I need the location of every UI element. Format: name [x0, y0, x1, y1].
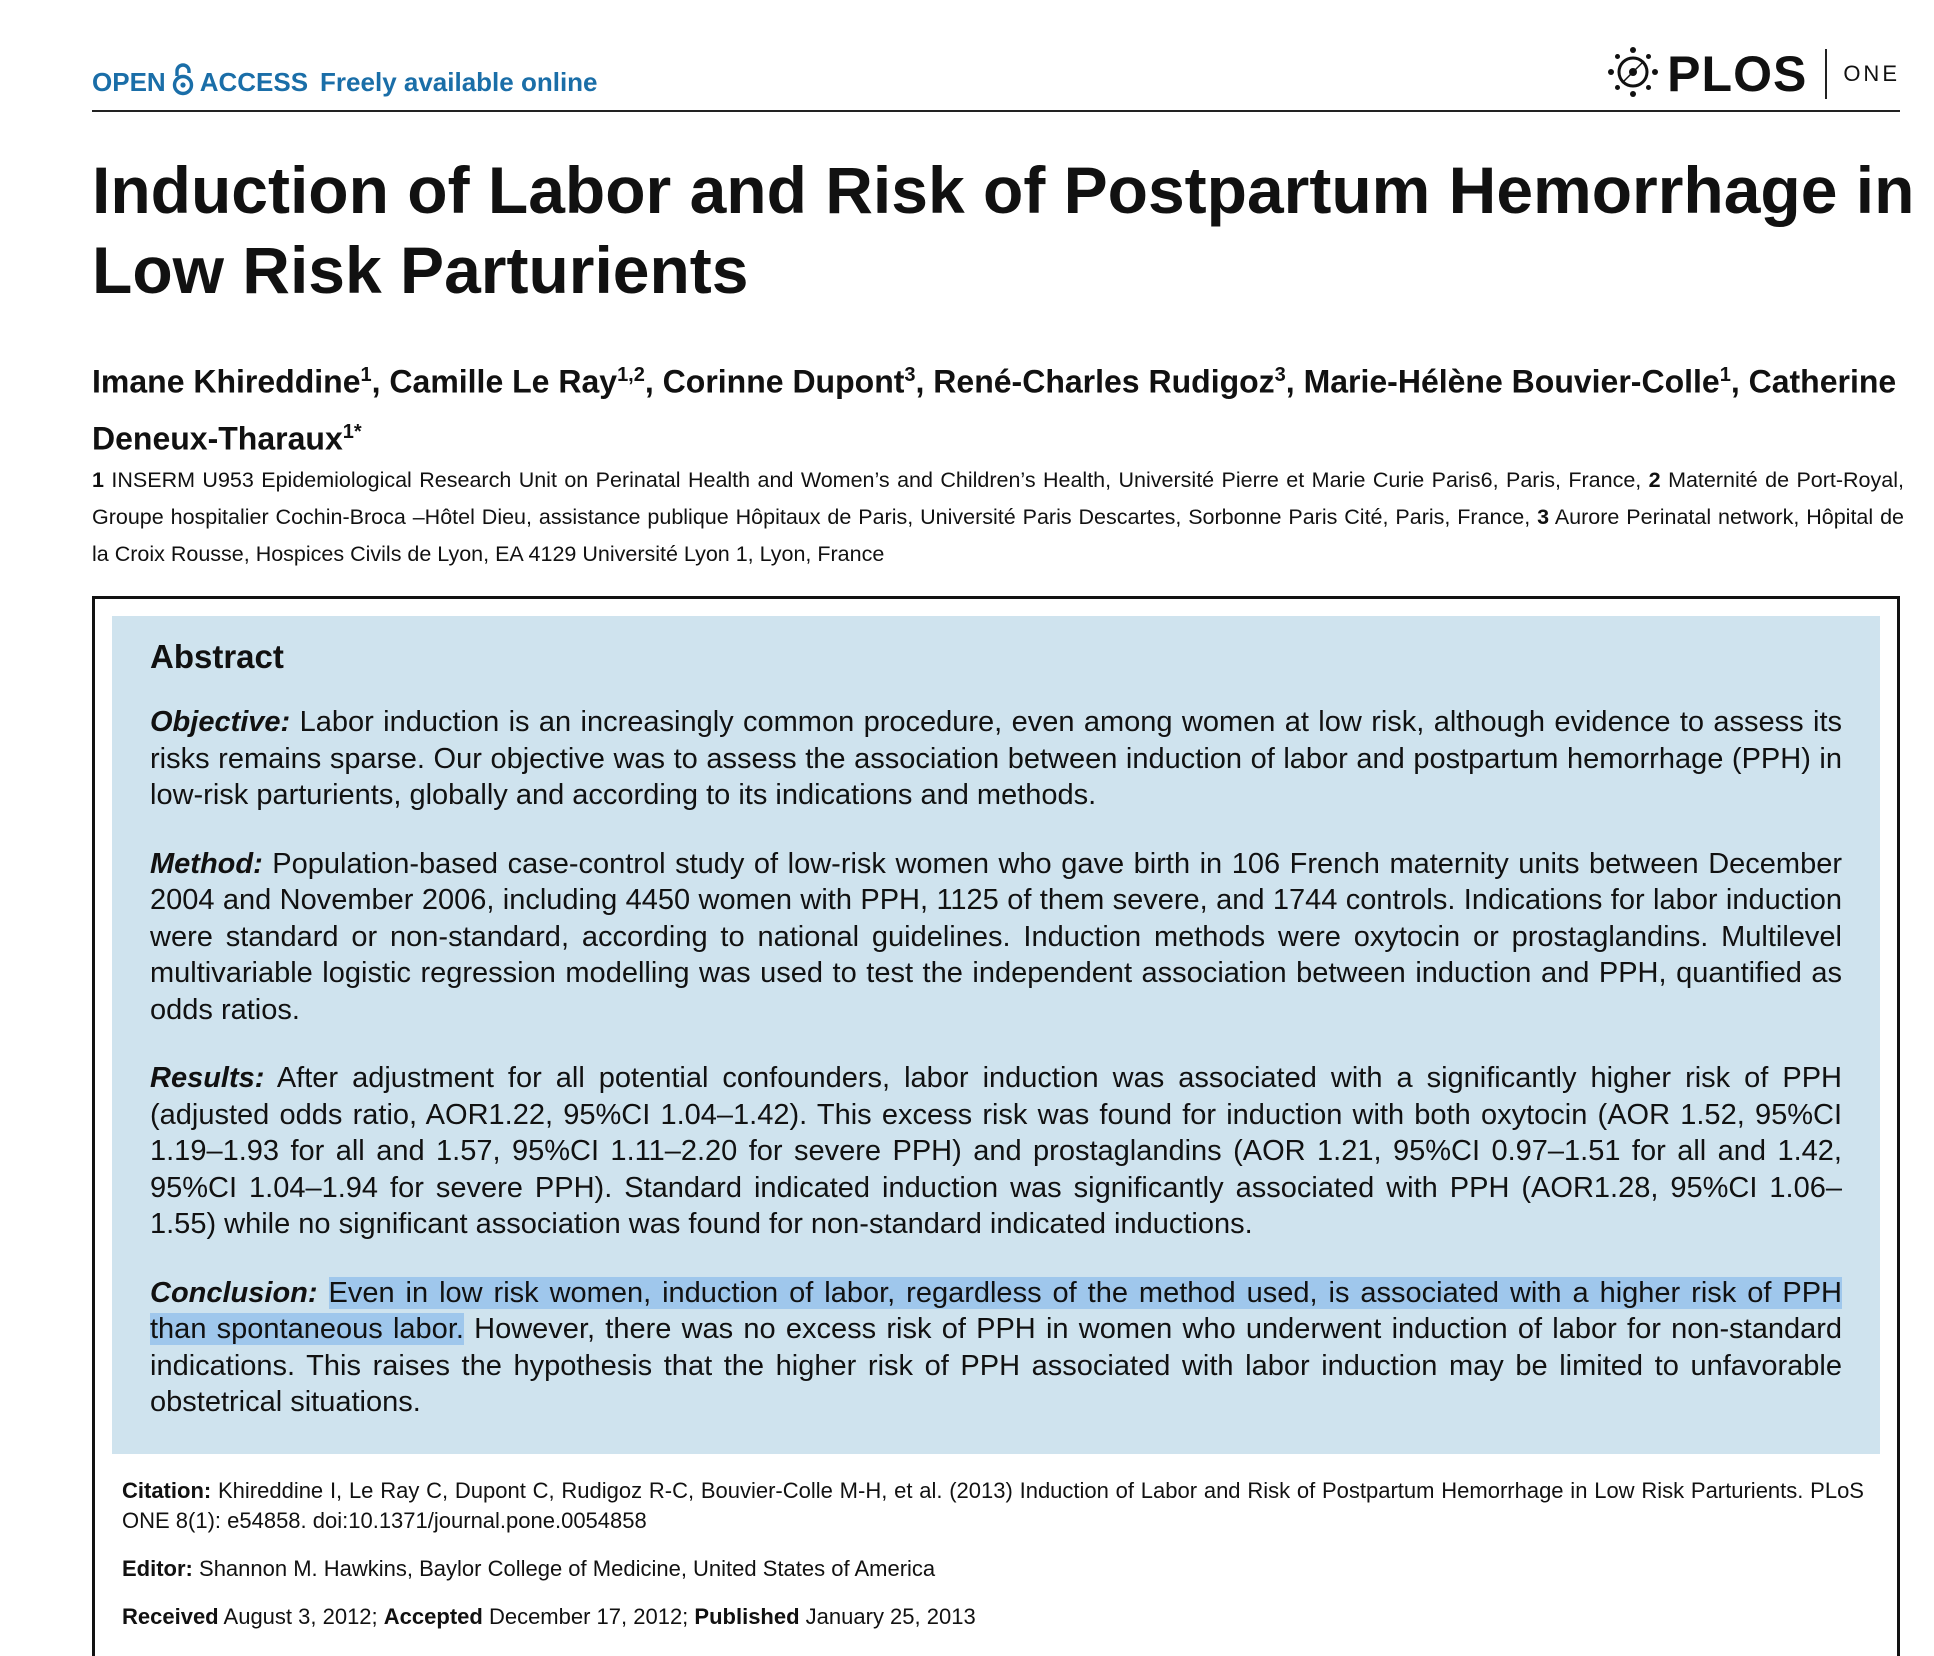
affiliations — [92, 462, 1904, 573]
objective-text: Labor induction is an increasingly common procedure, even among women at low risk, although evidence to assess its risks remains sparse. Our objective was to assess the association between induction of labor and postpartum hemorrhage (PPH) in low-risk parturients, globally and according to its indications and methods. — [150, 706, 1842, 811]
author-separator: , — [915, 363, 934, 400]
author-affiliation-sup: 3 — [1274, 364, 1286, 386]
open-access-banner — [92, 62, 598, 103]
method-label: Method: — [150, 847, 263, 880]
author-name: Corinne Dupont — [662, 363, 905, 400]
received-label: Received — [122, 1604, 219, 1629]
method-text: Population-based case-control study of low-risk women who gave birth in 106 French maternity units between December 2004 and November 2006, including 4450 women with PPH, 1125 of them severe, and 1744 controls. Indications for labor induction were standard or non-standard, according to national guidelines. Induction methods were oxytocin or prostaglandins. Multilevel multivariable logistic regression modelling was used to test the independent association between induction and PPH, quantified as odds ratios. — [150, 847, 1842, 1026]
author-name: René-Charles Rudigoz — [933, 363, 1275, 400]
author-affiliation-sup: 1* — [342, 420, 362, 443]
author-separator: , — [371, 363, 390, 400]
author-list — [92, 350, 1902, 463]
author-affiliation-sup: 3 — [904, 364, 916, 386]
author-name: Catherine Deneux-Tharaux — [92, 363, 1897, 457]
editor-label: Editor: — [122, 1556, 193, 1581]
abstract-conclusion — [150, 1275, 1842, 1421]
one-wordmark: ONE — [1843, 61, 1900, 86]
objective-label: Objective: — [150, 706, 291, 738]
citation — [122, 1476, 1864, 1536]
results-text: After adjustment for all potential confounders, labor induction was associated with a significantly higher risk of PPH (adjusted odds ratio, AOR1.22, 95%CI 1.04–1.42). This excess risk was found for induction with both oxytocin (AOR 1.52, 95%CI 1.19–1.93 for all and 1.57, 95%CI 1.11–2.20 for severe PPH) and prostaglandins (AOR 1.21, 95%CI 0.97–1.51 for all and 1.42, 95%CI 1.04–1.94 for severe PPH). Standard indicated induction was significantly associated with PPH (AOR1.28, 95%CI 1.06–1.55) while no significant association was found for non-standard indicated inductions. — [150, 1062, 1842, 1240]
abstract-heading: Abstract — [150, 638, 284, 675]
author-affiliation-sup: 1 — [1719, 364, 1731, 386]
author-name: Imane Khireddine — [92, 363, 361, 400]
abstract-objective — [150, 704, 1842, 814]
accepted-label: Accepted — [383, 1604, 483, 1629]
open-label: OPEN — [92, 67, 166, 97]
affiliation-text: Aurore Perinatal network, Hôpital de la Croix Rousse, Hospices Civils de Lyon, EA 4129 Université Lyon 1, Lyon, France — [92, 505, 1904, 566]
open-access-lock-icon — [172, 62, 194, 103]
citation-label: Citation: — [122, 1478, 212, 1503]
conclusion-label: Conclusion: — [150, 1276, 318, 1309]
dates — [122, 1602, 1864, 1632]
abstract-method — [150, 846, 1842, 1029]
logo-divider — [1825, 49, 1827, 99]
results-label: Results: — [150, 1062, 265, 1094]
author-separator: , — [644, 363, 663, 400]
freely-available-label: Freely available online — [320, 67, 598, 97]
author-separator: , — [1285, 363, 1304, 400]
abstract-results — [150, 1060, 1842, 1243]
access-label: ACCESS — [199, 67, 309, 97]
affiliation-number: 1 — [92, 468, 104, 492]
author-affiliation-sup: 1 — [360, 364, 372, 386]
journal-header — [92, 44, 1900, 112]
affiliation-text: Maternité de Port-Royal, Groupe hospitalier Cochin-Broca –Hôtel Dieu, assistance publique Hôpitaux de Paris, Université Paris Descartes, Sorbonne Paris Cité, Paris, France, — [92, 468, 1904, 529]
conclusion-highlighted-text[interactable]: Even in low risk women, induction of labor, regardless of the method used, is associated with a higher risk of PPH than spontaneous labor. — [150, 1276, 1842, 1345]
plos-wordmark: PLOS — [1667, 46, 1808, 102]
author-name: Camille Le Ray — [389, 363, 618, 400]
article-title: Induction of Labor and Risk of Postpartum Hemorrhage in Low Risk Parturients — [92, 153, 1915, 307]
received-date: August 3, 2012; — [223, 1604, 378, 1629]
abstract-box — [112, 616, 1880, 1454]
author-name: Marie-Hélène Bouvier-Colle — [1303, 363, 1720, 400]
editor-text: Shannon M. Hawkins, Baylor College of Medicine, United States of America — [199, 1556, 936, 1581]
author-separator: , — [1730, 363, 1749, 400]
editor — [122, 1554, 1864, 1584]
author-affiliation-sup: 1,2 — [617, 364, 645, 386]
plos-sunburst-icon — [1607, 46, 1659, 103]
accepted-date: December 17, 2012; — [488, 1604, 689, 1629]
affiliation-number: 2 — [1648, 468, 1661, 492]
published-label: Published — [694, 1604, 800, 1629]
published-date: January 25, 2013 — [805, 1604, 976, 1629]
conclusion-text: However, there was no excess risk of PPH in women who underwent induction of labor for non-standard indications. This raises the hypothesis that the higher risk of PPH associated with labor induction may be limited to unfavorable obstetrical situations. — [150, 1313, 1842, 1418]
plos-one-logo — [1607, 44, 1900, 104]
affiliation-number: 3 — [1537, 505, 1550, 529]
citation-text: Khireddine I, Le Ray C, Dupont C, Rudigoz R-C, Bouvier-Colle M-H, et al. (2013) Induction of Labor and Risk of Postpartum Hemorrhage in Low Risk Parturients. PLoS ONE 8(1): e54858. doi:10.1371/journal.pone.0054858 — [122, 1478, 1864, 1533]
affiliation-text: INSERM U953 Epidemiological Research Unit on Perinatal Health and Women’s and Children’s Health, Université Pierre et Marie Curie Paris6, Paris, France, — [111, 468, 1649, 492]
